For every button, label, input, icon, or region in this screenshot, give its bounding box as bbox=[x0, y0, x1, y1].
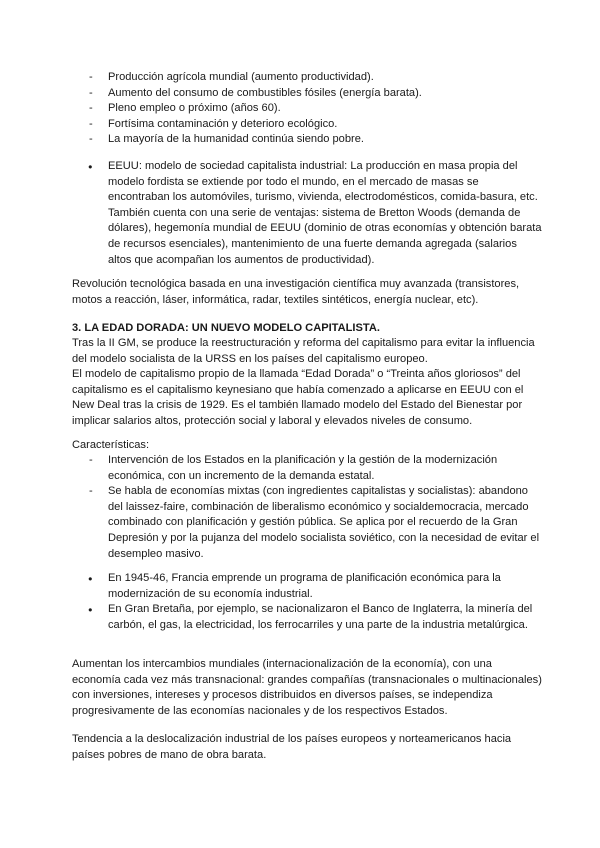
list-item: ● EEUU: modelo de sociedad capitalista industrial: La producción en masa propia del modelo fordista se extiende por todo el mundo, en el mercado de masas se encontraban los automóviles, turismo, vivienda, electrodomésticos, comida-basura, etc. También cuenta con una serie de ventajas: sistema de Bretton Woods (demanda de dólares), hegemonía mundial de EEUU (dominio de otras economías y obtención barata de recursos esenciales), mantenimiento de una fuerte demanda agregada (salarios altos que acompañan los aumentos de productividad). bbox=[72, 159, 542, 268]
paragraph-revolucion: Revolución tecnológica basada en una investigación científica muy avanzada (transistores, motos a reacción, láser, informática, radar, textiles sintéticos, energía nuclear, etc). bbox=[72, 278, 520, 306]
list-item: - Intervención de los Estados en la planificación y la gestión de la modernización económica, con un incremento de la demanda estatal. bbox=[72, 453, 540, 484]
paragraph-intercambios: Aumentan los intercambios mundiales (internacionalización de la economía), con una economía cada vez más transnacional: grandes compañías (transnacionales o multinacionales) con inversiones, intereses y procesos distribuidos en diversos países, se independiza progresivamente de las economías nacionales y de los respectivos Estados. bbox=[72, 658, 542, 717]
bullet-list-examples bbox=[72, 571, 542, 633]
paragraph: El modelo de capitalismo propio de la llamada “Edad Dorada” o “Treinta años gloriosos” del capitalismo es el capitalismo keynesiano que había comenzado a aplicarse en EEUU con el New Deal tras la crisis de 1929. Es el también llamado modelo del Estado del Bienestar por implicar salarios altos, protección social y laboral y elevados niveles de consumo. bbox=[72, 368, 524, 427]
list-item: - Se habla de economías mixtas (con ingredientes capitalistas y socialistas): abandono del laissez-faire, combinación de liberalismo económico y socialdemocracia, mercado combinado con planificación y gestión pública. Se aplica por el recuerdo de la Gran Depresión y por la pujanza del modelo socialista soviético, con la necesidad de evitar el desempleo masivo. bbox=[72, 484, 540, 562]
section-heading: 3. LA EDAD DORADA: UN NUEVO MODELO CAPITALISTA. bbox=[72, 322, 380, 334]
list-item: - La mayoría de la humanidad continúa siendo pobre. bbox=[72, 132, 540, 148]
list-item: ● En Gran Bretaña, por ejemplo, se nacionalizaron el Banco de Inglaterra, la minería del carbón, el gas, la electricidad, los ferrocarriles y una parte de la industria metalúrgica. bbox=[72, 602, 542, 633]
list-item: - Pleno empleo o próximo (años 60). bbox=[72, 101, 540, 117]
dash-list-caracteristicas bbox=[72, 453, 540, 562]
bullet-list-eeuu bbox=[72, 159, 542, 268]
dash-list-effects bbox=[72, 70, 540, 148]
caracteristicas-label: Características: bbox=[72, 439, 150, 451]
list-item: - Aumento del consumo de combustibles fósiles (energía barata). bbox=[72, 86, 540, 102]
paragraph: Tras la II GM, se produce la reestructuración y reforma del capitalismo para evitar la influencia del modelo socialista de la URSS en los países del capitalismo europeo. bbox=[72, 337, 535, 365]
paragraph-tendencia: Tendencia a la deslocalización industrial de los países europeos y norteamericanos hacia países pobres de mano de obra barata. bbox=[72, 733, 512, 761]
list-item: - Fortísima contaminación y deterioro ecológico. bbox=[72, 117, 540, 133]
list-item: - Producción agrícola mundial (aumento productividad). bbox=[72, 70, 540, 86]
list-item: ● En 1945-46, Francia emprende un programa de planificación económica para la modernización de su economía industrial. bbox=[72, 571, 542, 602]
